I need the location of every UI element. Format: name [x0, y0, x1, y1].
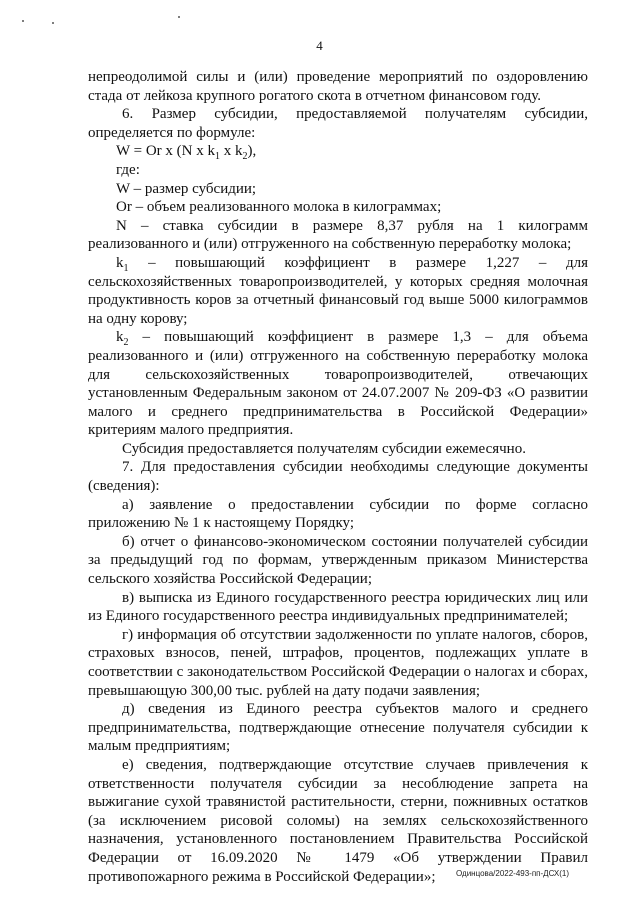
- k2-letter: k: [116, 329, 124, 346]
- formula-subscript: 2: [242, 151, 248, 163]
- formula: [88, 142, 588, 161]
- paragraph: непреодолимой силы и (или) проведение мероприятий по оздоровлению стада от лейкоза крупного рогатого скота в отчетном финансовом году.: [88, 69, 588, 104]
- paragraph-6: 6. Размер субсидии, предоставляемой получателям субсидии, определяется по формуле:: [88, 106, 588, 141]
- list-item-g: г) информация об отсутствии задолженности по уплате налогов, сборов, страховых взносов, пеней, штрафов, процентов, подлежащих уплате в соответствии с законодательством Российской Федерации о налогах и сборах, превышающую 300,00 тыс. рублей на дату подачи заявления;: [88, 626, 588, 699]
- k1-letter: k: [116, 254, 124, 271]
- k1-subscript: 1: [123, 262, 129, 274]
- formula-part: x k: [220, 143, 243, 160]
- scan-speck: [22, 20, 24, 22]
- list-item-d: д) сведения из Единого реестра субъектов малого и среднего предпринимательства, подтверждающие отнесение получателя субсидии к малым предприятиям;: [88, 701, 588, 755]
- definition-n: N – ставка субсидии в размере 8,37 рубля на 1 килограмм реализованного и (или) отгруженного на собственную переработку молока;: [88, 217, 588, 253]
- definition-w: W – размер субсидии;: [116, 180, 257, 197]
- page-number: 4: [316, 38, 323, 53]
- list-item-b: б) отчет о финансово-экономическом состоянии получателей субсидии за предыдущий год по формам, утвержденным приказом Министерства сельского хозяйства Российской Федерации;: [88, 533, 588, 588]
- formula-part: W = Or x (N x k: [116, 143, 216, 160]
- scan-speck: [178, 16, 180, 18]
- k1-text: – повышающий коэффициент в размере 1,227 – для сельскохозяйственных товаропроизводителей, у которых средняя молочная продуктивность коров за отчетный финансовый год выше 5000 килограммов на одну корову;: [88, 254, 588, 327]
- document-body: [88, 68, 588, 886]
- definition-or: Or – объем реализованного молока в килограммах;: [116, 199, 442, 216]
- definition-k2: [88, 328, 588, 440]
- list-item-a: а) заявление о предоставлении субсидии по форме согласно приложению № 1 к настоящему Порядку;: [88, 496, 588, 532]
- paragraph-monthly: Субсидия предоставляется получателям субсидии ежемесячно.: [122, 440, 526, 457]
- formula-part: ),: [247, 143, 257, 160]
- paragraph-where: где:: [116, 161, 140, 178]
- scan-speck: [52, 22, 54, 24]
- list-item-e: е) сведения, подтверждающие отсутствие случаев привлечения к ответственности получателя субсидии за несоблюдение запрета на выжигание сухой травянистой растительности, стерни, пожнивных остатков (за исключением рисовой соломы) на землях сельскохозяйственного назначения, установленного постановлением Правительства Российской Федерации от 16.09.2020 № 1479 «Об утверждении Правил противопожарного режима в Российской Федерации»;: [88, 756, 588, 885]
- formula-subscript: 1: [215, 151, 221, 163]
- k2-text: – повышающий коэффициент в размере 1,3 – для объема реализованного и (или) отгруженного на собственную переработку молока для сельскохозяйственных товаропроизводителей, отвечающих установленным Федеральным законом от 24.07.2007 № 209-ФЗ «О развитии малого и среднего предпринимательства в Российской Федерации» критериям малого предприятия.: [88, 329, 588, 439]
- definition-k1: [88, 254, 588, 328]
- k2-subscript: 2: [123, 337, 129, 349]
- list-item-v: в) выписка из Единого государственного реестра юридических лиц или из Единого государственного реестра индивидуальных предпринимателей;: [88, 589, 588, 625]
- document-id-footer: Одинцова/2022-493-пп-ДСХ(1): [456, 869, 570, 878]
- paragraph-7: 7. Для предоставления субсидии необходимы следующие документы (сведения):: [88, 459, 588, 495]
